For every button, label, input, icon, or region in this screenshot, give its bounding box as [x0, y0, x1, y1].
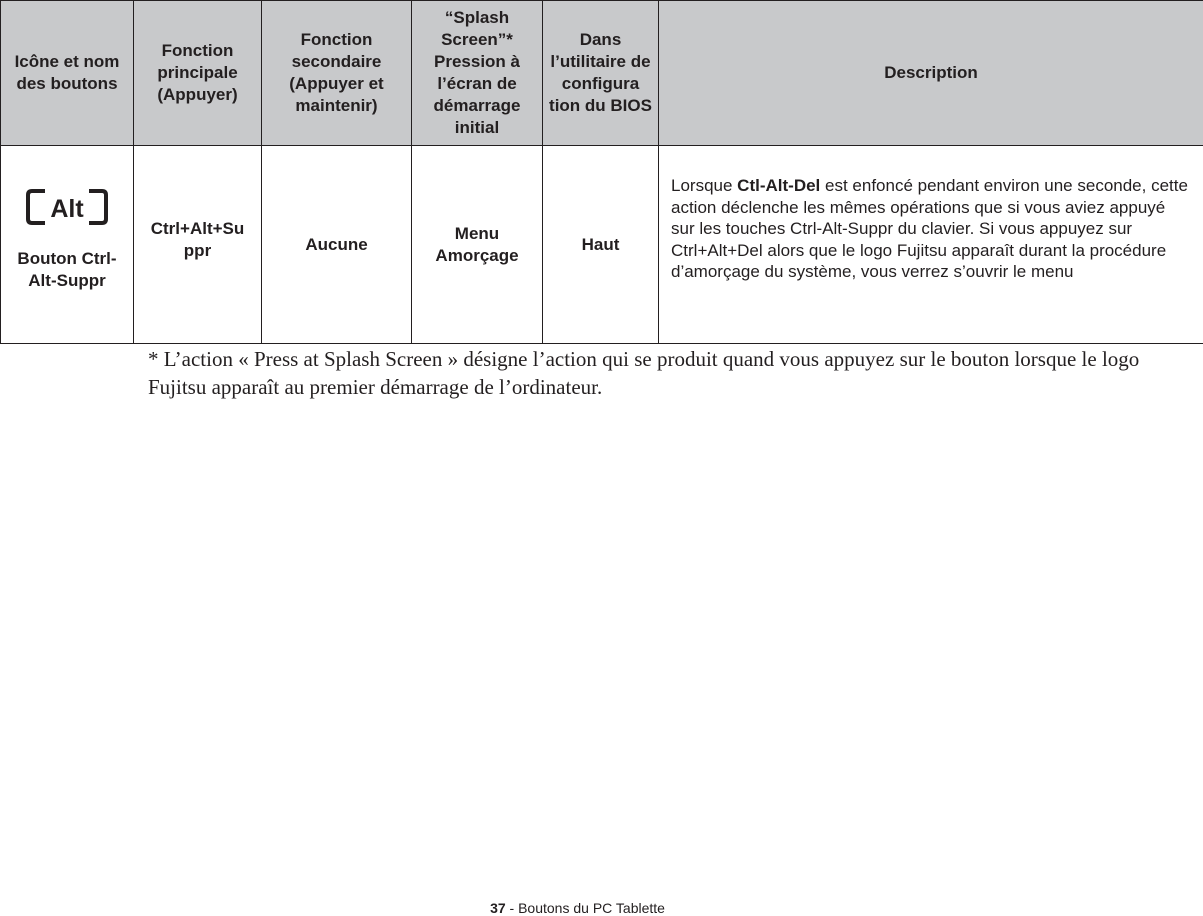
header-bios-utility: Dans l’utilitaire de configura tion du BIOS	[543, 1, 659, 146]
header-icon-name: Icône et nom des boutons	[1, 1, 134, 146]
buttons-table	[0, 0, 1203, 344]
footer-section-title: Boutons du PC Tablette	[518, 900, 665, 916]
primary-function-cell: Ctrl+Alt+Su ppr	[134, 146, 262, 344]
description-cell	[659, 146, 1203, 344]
button-name: Bouton Ctrl-Alt-Suppr	[17, 249, 117, 290]
alt-icon-label: Alt	[50, 195, 84, 223]
table-header-row	[1, 1, 1203, 146]
description-prefix: Lorsque	[671, 176, 738, 195]
footnote: * L’action « Press at Splash Screen » désigne l’action qui se produit quand vous appuyez sur le bouton lorsque le logo Fujitsu apparaît au premier démarrage de l’ordinateur.	[148, 347, 1140, 399]
icon-name-cell	[1, 146, 134, 344]
header-primary-function: Fonction principale (Appuyer)	[134, 1, 262, 146]
description-text: est enfoncé pendant environ une seconde, cette action déclenche les mêmes opérations que si vous aviez appuyé sur les touches Ctrl-Alt-Suppr du clavier. Si vous appuyez sur Ctrl+Alt+Del alors que le logo Fujitsu apparaît durant la procédure d’amorçage du système, vous verrez s’ouvrir le menu	[671, 176, 1188, 281]
description-keyword: Ctl-Alt-Del	[737, 176, 821, 195]
header-secondary-function: Fonction secondaire (Appuyer et maintenir)	[262, 1, 412, 146]
page-footer	[0, 900, 1155, 916]
splash-screen-cell: Menu Amorçage	[412, 146, 543, 344]
page-number: 37	[490, 900, 506, 916]
alt-button-icon	[26, 188, 108, 226]
table-row	[1, 146, 1203, 344]
secondary-function-cell: Aucune	[262, 146, 412, 344]
footer-separator: -	[505, 900, 519, 916]
header-splash-screen: “Splash Screen”* Pression à l’écran de démarrage initial	[412, 1, 543, 146]
header-description: Description	[659, 1, 1203, 146]
bios-utility-cell: Haut	[543, 146, 659, 344]
